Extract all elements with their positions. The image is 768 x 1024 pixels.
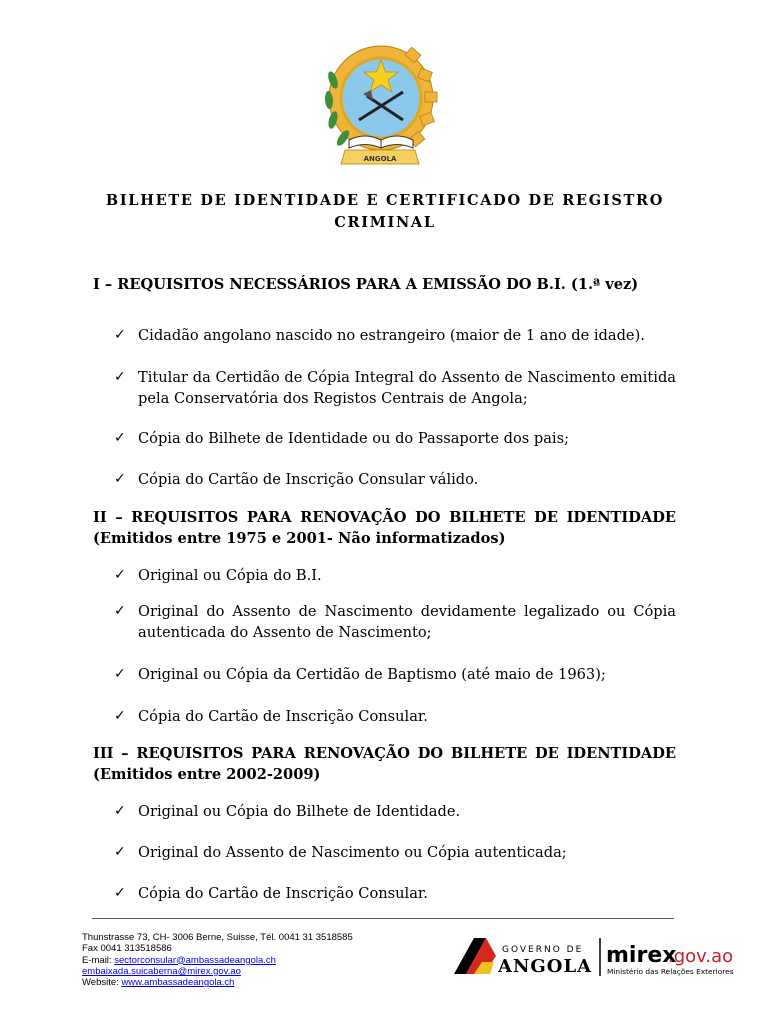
list-item: ✓ Original ou Cópia da Certidão de Baptismo (até maio de 1963);: [114, 666, 606, 683]
angola-text: ANGOLA: [498, 956, 593, 977]
section-3-heading: III – REQUISITOS PARA RENOVAÇÃO DO BILHETE DE IDENTIDADE (Emitidos entre 2002-2009): [93, 745, 676, 783]
governo-de-angola-logo: [454, 938, 592, 977]
footer-address: Thunstrasse 73, CH- 3006 Berne, Suisse, Tél. 0041 31 3518585: [82, 932, 353, 943]
mirex-text: mirex: [606, 943, 677, 968]
governo-text: GOVERNO DE: [502, 945, 584, 955]
list-item: ✓ Titular da Certidão de Cópia Integral do Assento de Nascimento emitida pela Conservatória dos Registos Centrais de Angola;: [114, 369, 676, 407]
check-icon: ✓: [114, 885, 126, 901]
list-item: ✓ Cópia do Bilhete de Identidade ou do Passaporte dos pais;: [114, 430, 570, 447]
list-item: ✓ Cópia do Cartão de Inscrição Consular.: [114, 885, 428, 902]
title-line-2: CRIMINAL: [334, 214, 436, 231]
angola-coat-of-arms: [319, 40, 441, 176]
section-1-heading: I – REQUISITOS NECESSÁRIOS PARA A EMISSÃO DO B.I. (1.ª vez): [93, 276, 639, 293]
check-icon: ✓: [114, 708, 126, 724]
footer-website-line: [82, 977, 353, 988]
footer-divider: [92, 918, 674, 919]
mirex-domain-text: .gov.ao: [668, 946, 734, 967]
email-link-consular[interactable]: sectorconsular@ambassadeangola.ch: [114, 954, 276, 966]
check-icon: ✓: [114, 803, 126, 819]
footer-email2-line: [82, 966, 353, 977]
website-label: Website:: [82, 977, 122, 989]
check-icon: ✓: [114, 603, 126, 619]
email-link-embaixada[interactable]: embaixada.suicaberna@mirex.gov.ao: [82, 965, 241, 977]
list-item: ✓ Cópia do Cartão de Inscrição Consular válido.: [114, 471, 479, 488]
footer-contact: [82, 932, 353, 988]
check-icon: ✓: [114, 369, 126, 385]
list-item: ✓ Original ou Cópia do Bilhete de Identidade.: [114, 803, 461, 820]
document-title: [90, 190, 680, 234]
footer-logos: [450, 934, 750, 980]
check-icon: ✓: [114, 844, 126, 860]
mirex-logo: [606, 943, 734, 976]
check-icon: ✓: [114, 471, 126, 487]
list-item: ✓ Original ou Cópia do B.I.: [114, 567, 322, 584]
check-icon: ✓: [114, 567, 126, 583]
check-icon: ✓: [114, 430, 126, 446]
email-label: E-mail:: [82, 954, 115, 966]
svg-text:ANGOLA: ANGOLA: [363, 155, 397, 163]
footer-email-line: [82, 955, 353, 966]
list-item: ✓ Original do Assento de Nascimento devidamente legalizado ou Cópia autenticada do Assento de Nascimento;: [114, 603, 676, 641]
check-icon: ✓: [114, 666, 126, 682]
ribbon-banner: [341, 150, 419, 164]
list-item: ✓ Original do Assento de Nascimento ou Cópia autenticada;: [114, 844, 567, 861]
title-line-1: BILHETE DE IDENTIDADE E CERTIFICADO DE REGISTRO: [105, 192, 665, 209]
list-item: ✓ Cópia do Cartão de Inscrição Consular.: [114, 708, 428, 725]
footer-fax: Fax 0041 313518586: [82, 943, 172, 955]
website-link[interactable]: www.ambassadeangola.ch: [121, 977, 235, 989]
mirex-subtitle: Ministério das Relações Exteriores: [607, 967, 734, 976]
check-icon: ✓: [114, 327, 126, 343]
section-2-heading: II – REQUISITOS PARA RENOVAÇÃO DO BILHETE DE IDENTIDADE (Emitidos entre 1975 e 2001- Não informatizados): [93, 509, 676, 547]
list-item: ✓ Cidadão angolano nascido no estrangeiro (maior de 1 ano de idade).: [114, 327, 645, 344]
